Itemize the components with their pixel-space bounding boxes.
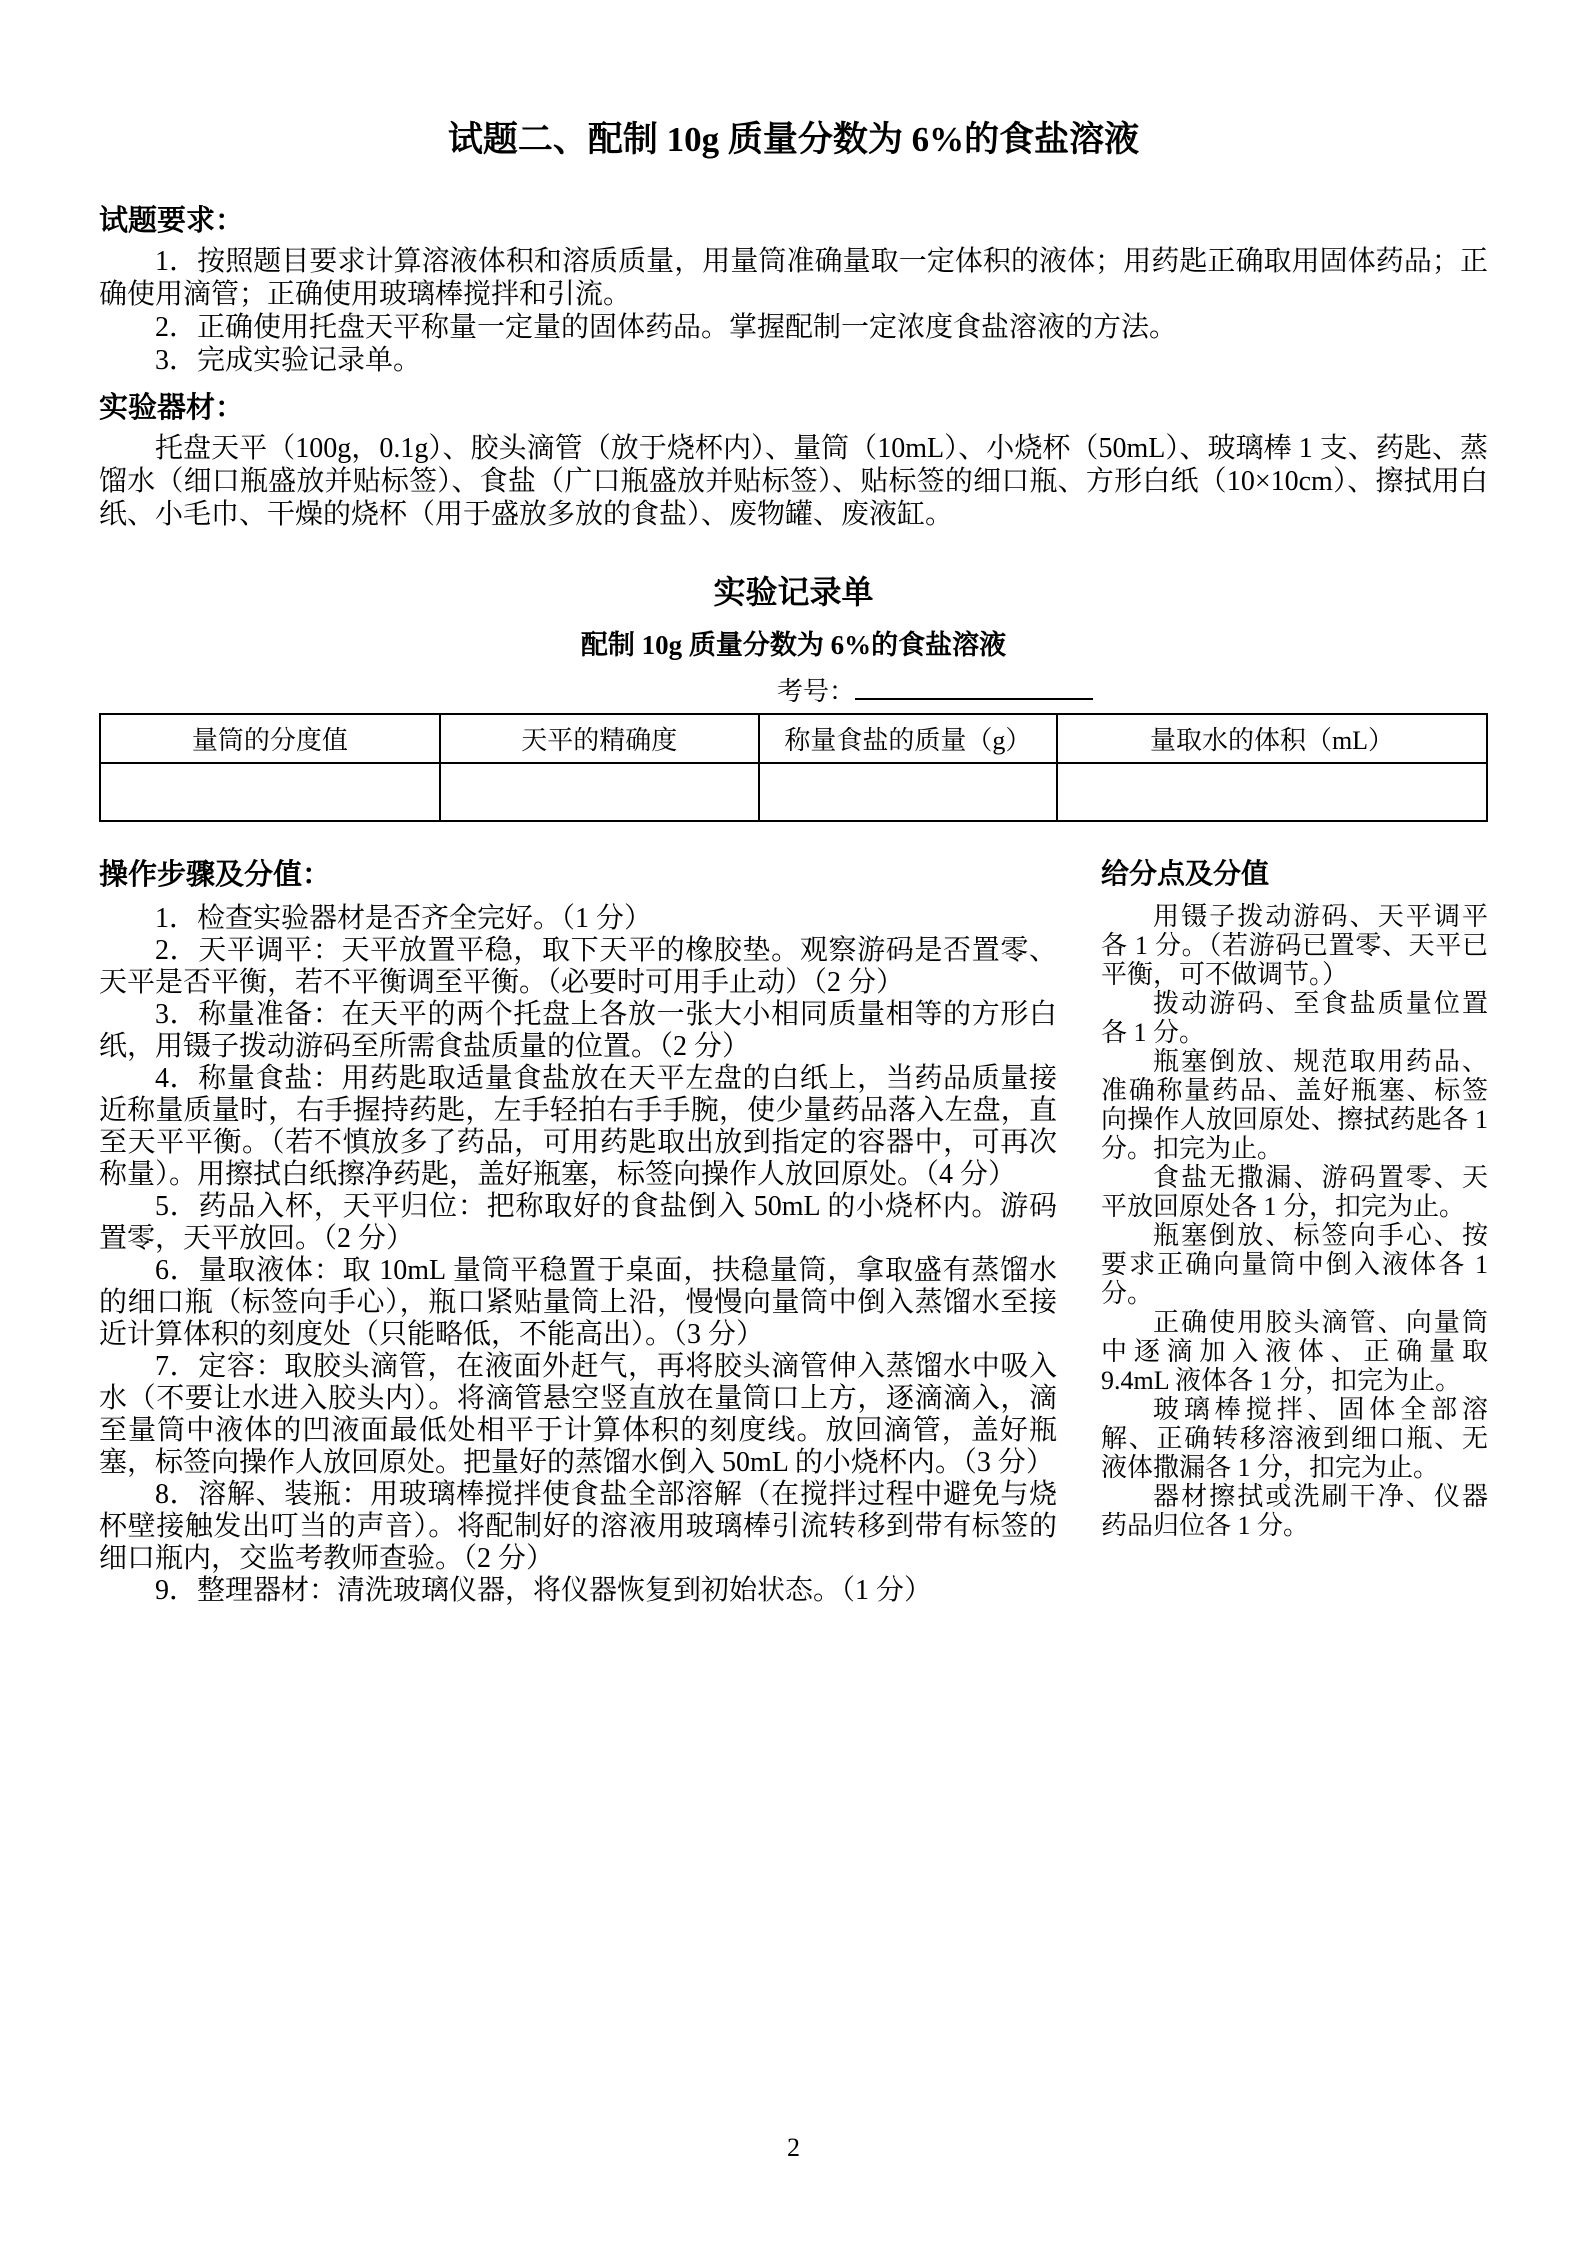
record-table-header: 量取水的体积（mL）: [1057, 714, 1487, 763]
steps-heading: 操作步骤及分值：: [99, 859, 332, 891]
record-sheet-title: 实验记录单: [713, 574, 874, 610]
scoring-item: 食盐无撒漏、游码置零、天平放回原处各 1 分，扣完为止。: [1101, 1163, 1488, 1221]
scoring-item: 拨动游码、至食盐质量位置各 1 分。: [1101, 989, 1488, 1047]
requirement-item: 2．正确使用托盘天平称量一定量的固体药品。掌握配制一定浓度食盐溶液的方法。: [155, 312, 1178, 343]
step-item: 8．溶解、装瓶：用玻璃棒搅拌使食盐全部溶解（在搅拌过程中避免与烧杯壁接触发出叮当的声音）。将配制好的溶液用玻璃棒引流转移到带有标签的细口瓶内，交监考教师查验。（2 分）: [99, 1479, 1057, 1574]
two-column-section: [99, 852, 1488, 1607]
scoring-item: 瓶塞倒放、标签向手心、按要求正确向量筒中倒入液体各 1 分。: [1101, 1221, 1488, 1308]
record-table-header-row: [100, 714, 1487, 763]
exam-number-row: [99, 672, 1488, 709]
requirements-section: [99, 198, 1488, 377]
record-table: [99, 713, 1488, 822]
record-table-header: 天平的精确度: [440, 714, 759, 763]
record-table-header: 量筒的分度值: [100, 714, 440, 763]
page-number: 2: [787, 2133, 800, 2162]
step-item: 9．整理器材：清洗玻璃仪器，将仪器恢复到初始状态。（1 分）: [155, 1575, 933, 1606]
scoring-item: 玻璃棒搅拌、固体全部溶解、正确转移溶液到细口瓶、无液体撒漏各 1 分，扣完为止。: [1101, 1395, 1488, 1482]
scoring-item: 用镊子拨动游码、天平调平各 1 分。（若游码已置零、天平已平衡，可不做调节。）: [1101, 902, 1488, 989]
requirement-item: 1．按照题目要求计算溶液体积和溶质质量，用量筒准确量取一定体积的液体；用药匙正确取用固体药品；正确使用滴管；正确使用玻璃棒搅拌和引流。: [99, 246, 1488, 310]
step-item: 7．定容：取胶头滴管，在液面外赶气，再将胶头滴管伸入蒸馏水中吸入水（不要让水进入胶头内）。将滴管悬空竖直放在量筒口上方，逐滴滴入，滴至量筒中液体的凹液面最低处相平于计算体积的刻度线。放回滴管，盖好瓶塞，标签向操作人放回原处。把量好的蒸馏水倒入 50mL 的小烧杯内。（3 分）: [99, 1351, 1057, 1478]
steps-column: [99, 852, 1057, 1607]
record-table-header: 称量食盐的质量（g）: [759, 714, 1057, 763]
materials-text: 托盘天平（100g，0.1g）、胶头滴管（放于烧杯内）、量筒（10mL）、小烧杯（50mL）、玻璃棒 1 支、药匙、蒸馏水（细口瓶盛放并贴标签）、食盐（广口瓶盛放并贴标签）、贴标签的细口瓶、方形白纸（10×10cm）、擦拭用白纸、小毛巾、干燥的烧杯（用于盛放多放的食盐）、废物罐、废液缸。: [99, 433, 1488, 530]
record-sheet-section: [99, 567, 1488, 822]
step-item: 6．量取液体：取 10mL 量筒平稳置于桌面，扶稳量筒，拿取盛有蒸馏水的细口瓶（标签向手心），瓶口紧贴量筒上沿，慢慢向量筒中倒入蒸馏水至接近计算体积的刻度处（只能略低，不能高出）。（3 分）: [99, 1255, 1057, 1350]
record-sheet-subtitle: 配制 10g 质量分数为 6%的食盐溶液: [580, 630, 1007, 660]
record-table-row: [100, 763, 1487, 821]
requirements-heading: 试题要求：: [99, 205, 245, 237]
record-table-cell: [759, 763, 1057, 821]
exam-number-blank: [855, 672, 1093, 700]
scoring-item: 正确使用胶头滴管、向量筒中逐滴加入液体、正确量取 9.4mL 液体各 1 分，扣完为止。: [1101, 1308, 1488, 1395]
record-table-cell: [440, 763, 759, 821]
exam-number-label: 考号：: [777, 677, 856, 706]
scoring-column: [1101, 852, 1488, 1607]
scoring-item: 瓶塞倒放、规范取用药品、准确称量药品、盖好瓶塞、标签向操作人放回原处、擦拭药匙各 1 分。扣完为止。: [1101, 1047, 1488, 1163]
page-title: 试题二、配制 10g 质量分数为 6%的食盐溶液: [447, 120, 1140, 159]
materials-heading: 实验器材：: [99, 392, 245, 424]
step-item: 3．称量准备：在天平的两个托盘上各放一张大小相同质量相等的方形白纸，用镊子拨动游码至所需食盐质量的位置。（2 分）: [99, 999, 1057, 1062]
step-item: 5．药品入杯，天平归位：把称取好的食盐倒入 50mL 的小烧杯内。游码置零，天平放回。（2 分）: [99, 1191, 1057, 1254]
materials-section: [99, 385, 1488, 531]
record-table-cell: [100, 763, 440, 821]
step-item: 1．检查实验器材是否齐全完好。（1 分）: [155, 903, 653, 934]
requirement-item: 3．完成实验记录单。: [155, 345, 422, 376]
record-table-cell: [1057, 763, 1487, 821]
scoring-item: 器材擦拭或洗刷干净、仪器药品归位各 1 分。: [1101, 1482, 1488, 1540]
step-item: 2．天平调平：天平放置平稳，取下天平的橡胶垫。观察游码是否置零、天平是否平衡，若不平衡调至平衡。（必要时可用手止动）（2 分）: [99, 935, 1057, 998]
scoring-heading: 给分点及分值: [1101, 859, 1270, 890]
step-item: 4．称量食盐：用药匙取适量食盐放在天平左盘的白纸上，当药品质量接近称量质量时，右手握持药匙，左手轻拍右手手腕，使少量药品落入左盘，直至天平平衡。（若不慎放多了药品，可用药匙取出放到指定的容器中，可再次称量）。用擦拭白纸擦净药匙，盖好瓶塞，标签向操作人放回原处。（4 分）: [99, 1063, 1057, 1190]
